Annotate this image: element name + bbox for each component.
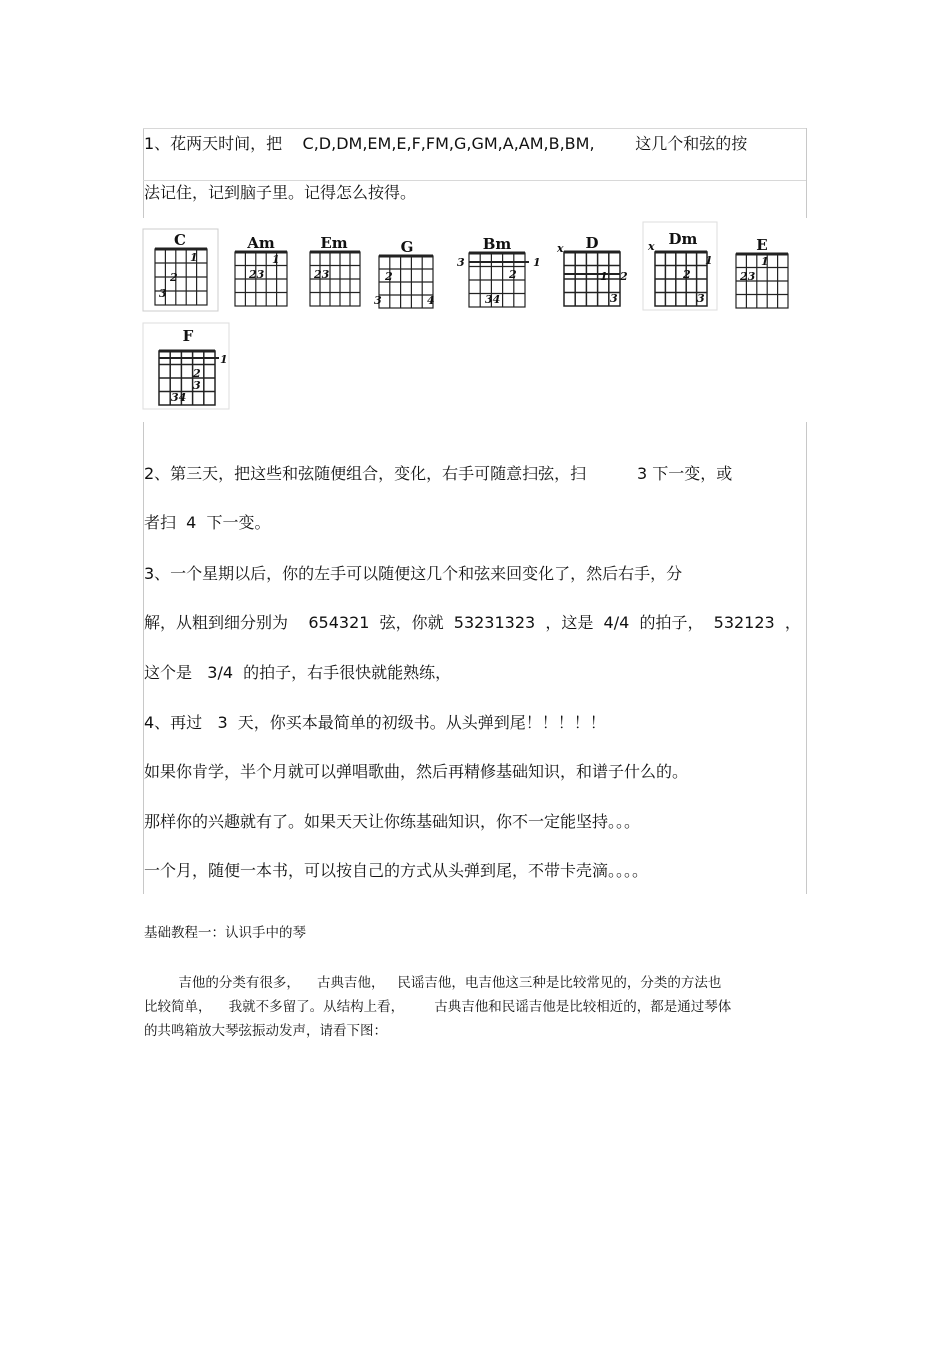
section3-line-3: 这个是 3/4 的拍子，右手很快就能熟练， (144, 663, 452, 682)
table-border-right (806, 128, 807, 218)
chord-name-d: D (585, 234, 599, 252)
chord-diagram-c (143, 229, 218, 311)
finger-number: 1 (600, 270, 608, 283)
section4-line-4: 一个月，随便一本书，可以按自己的方式从头弹到尾，不带卡壳滴。。。。 (144, 861, 649, 880)
section4-line-1: 4、再过 3 天，你买本最简单的初级书。从头弹到尾！！！！！ (144, 713, 606, 732)
finger-number: 4 (427, 294, 435, 307)
chord-name-e: E (756, 236, 768, 254)
finger-number: 3 (610, 292, 618, 305)
tutorial-title: 基础教程一：认识手中的琴 (144, 925, 306, 941)
chord-name-c: C (174, 231, 186, 249)
chord-name-em: Em (320, 234, 348, 252)
finger-number: 2 (683, 268, 691, 281)
finger-number: 34 (485, 293, 501, 306)
chord-name-g: G (400, 238, 414, 256)
finger-number: 3 (697, 292, 705, 305)
chord-name-dm: Dm (668, 230, 698, 248)
finger-number: 3 (374, 294, 382, 307)
finger-number: 1 (705, 254, 713, 267)
finger-number: 2 (193, 367, 201, 380)
chord-diagram-f (143, 323, 231, 411)
tutorial-line-3: 的共鸣箱放大琴弦振动发声，请看下图： (144, 1023, 387, 1039)
section4-line-2: 如果你肯学，半个月就可以弹唱歌曲，然后再精修基础知识，和谱子什么的。 (144, 762, 689, 781)
finger-number: 1 (272, 253, 280, 266)
section1-line-1: 1、花两天时间，把 C,D,DM,EM,E,F,FM,G,GM,A,AM,B,BM, 这几个和弦的按 (144, 134, 748, 153)
section3-line-2: 解，从粗到细分别为 654321 弦，你就 53231323 ，这是 4/4 的拍子， 532123 ， (144, 613, 801, 632)
chord-diagram-am (227, 232, 295, 312)
table-border-right-2 (806, 422, 807, 894)
chord-name-bm: Bm (482, 235, 512, 253)
chord-name-f: F (182, 327, 194, 345)
finger-number: 1 (190, 251, 198, 264)
finger-number: 23 (740, 270, 756, 283)
mute-mark: x (557, 242, 564, 255)
chord-diagram-em (304, 232, 364, 312)
chord-diagram-e (728, 234, 794, 312)
finger-number: 2 (620, 270, 628, 283)
mute-mark: x (648, 240, 655, 253)
section4-line-3: 那样你的兴趣就有了。如果天天让你练基础知识，你不一定能坚持。。。 (144, 812, 641, 831)
chord-diagram-bm (449, 233, 542, 312)
tutorial-line-1: 吉他的分类有很多， 古典吉他， 民谣吉他，电吉他这三种是比较常见的，分类的方法也 (144, 975, 722, 991)
chord-diagram-g (371, 236, 441, 312)
chord-diagram-dm (643, 222, 719, 312)
table-border-mid (143, 180, 806, 181)
finger-number: 1 (220, 353, 228, 366)
chord-diagram-d (554, 230, 632, 312)
section2-line-1: 2、第三天，把这些和弦随便组合，变化，右手可随意扫弦，扫 3 下一变，或 (144, 464, 733, 483)
finger-number: 1 (533, 256, 541, 269)
finger-number: 2 (509, 268, 517, 281)
tutorial-line-2: 比较简单， 我就不多留了。从结构上看， 古典吉他和民谣吉他是比较相近的，都是通过琴体 (144, 999, 732, 1015)
finger-number: 3 (193, 379, 201, 392)
finger-number: 23 (314, 268, 330, 281)
section3-line-1: 3、一个星期以后，你的左手可以随便这几个和弦来回变化了，然后右手，分 (144, 564, 683, 583)
finger-number: 1 (761, 255, 769, 268)
section1-line-2: 法记住，记到脑子里。记得怎么按得。 (144, 183, 417, 202)
finger-number: 23 (249, 268, 265, 281)
finger-number: 3 (159, 287, 167, 300)
table-border-top (143, 128, 806, 129)
finger-number: 34 (171, 391, 187, 404)
chord-name-am: Am (247, 234, 275, 252)
finger-number: 2 (385, 270, 393, 283)
finger-number: 3 (457, 256, 465, 269)
finger-number: 2 (170, 271, 178, 284)
section2-line-2: 者扫 4 下一变。 (144, 513, 271, 532)
